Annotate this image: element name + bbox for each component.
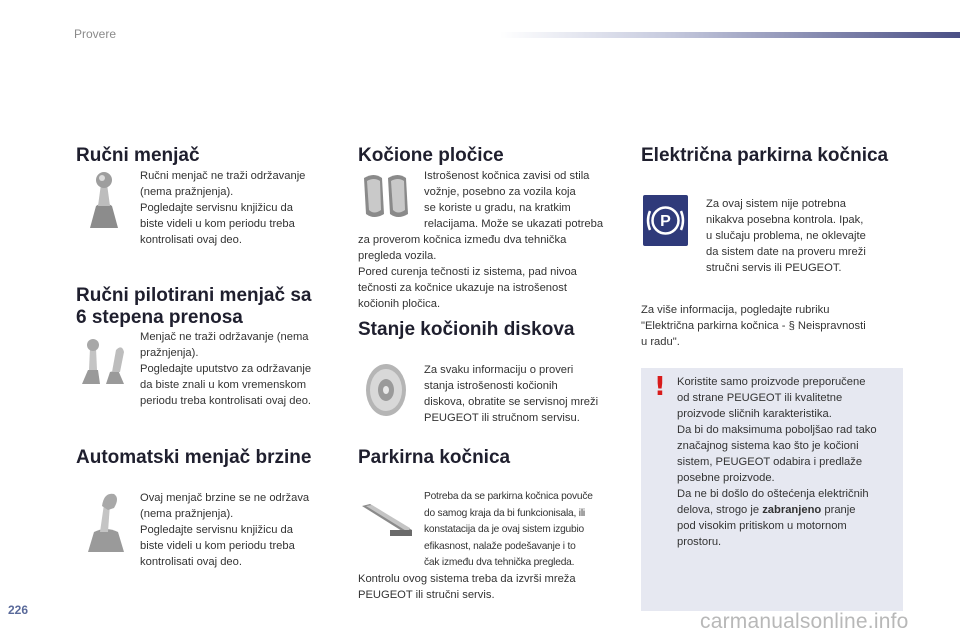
text-line: u slučaju problema, ne oklevajte [706, 230, 866, 242]
text-line: PEUGEOT ili stručni servis. [358, 589, 495, 601]
automatic-gearbox-title: Automatski menjač brzine [76, 447, 312, 468]
text-line: PEUGEOT ili stručnom servisu. [424, 412, 580, 424]
text-line: čak između dva tehnička pregleda. [424, 557, 575, 568]
parking-brake-title: Parkirna kočnica [358, 447, 511, 468]
text-line: Ručni menjač ne traži održavanje [140, 170, 306, 182]
text-line: pod visokim pritiskom u motornom [677, 520, 847, 532]
text-line: u radu". [641, 336, 680, 348]
text-line: Menjač ne traži održavanje (nema [140, 331, 309, 343]
watermark: carmanualsonline.info [700, 610, 909, 633]
text-line: Da ne bi došlo do oštećenja električnih [677, 488, 869, 500]
header-gradient-bar [500, 32, 960, 38]
text-line: konstatacija da je ovaj sistem izgubio [424, 524, 585, 535]
text-line: stanja istrošenosti kočionih [424, 380, 558, 392]
warning-text [677, 374, 877, 550]
text-line: Pogledajte servisnu knjižicu da [140, 524, 293, 536]
text-line: Kontrolu ovog sistema treba da izvrši mreža [358, 573, 576, 585]
piloted-gearbox-text [140, 329, 311, 409]
text-line: Za više informacija, pogledajte rubriku [641, 304, 830, 316]
section-label: Provere [74, 27, 117, 41]
text-line: diskova, obratite se servisnoj mreži [424, 396, 599, 408]
brake-pads-text-indented [424, 168, 603, 232]
text-line: relacijama. Može se ukazati potreba [424, 218, 604, 230]
gear-lever-icon [84, 170, 124, 230]
brake-pads-icon [360, 170, 412, 222]
manual-gearbox-text [140, 168, 305, 248]
text-line: nikakva posebna kontrola. Ipak, [706, 214, 864, 226]
text-line: Istrošenost kočnica zavisi od stila [424, 170, 590, 182]
text-line: pregleda vozila. [358, 250, 437, 262]
text-line: da sistem date na proveru mreži [706, 246, 866, 258]
text-line: (nema pražnjenja). [140, 186, 234, 198]
brake-disc-icon [362, 362, 410, 418]
piloted-gear-lever-icon [78, 336, 128, 386]
manual-gearbox-title: Ručni menjač [76, 145, 200, 166]
text-line: pražnjenja). [140, 347, 199, 359]
text-line: vožnje, posebno za vozila koja [424, 186, 576, 198]
text-line: da biste znali u kom vremenskom [140, 379, 307, 391]
text-fragment: pranje [821, 504, 856, 516]
text-line: biste videli u kom periodu treba [140, 540, 295, 552]
parking-brake-lever-icon [360, 500, 416, 540]
electric-parking-brake-more-info [641, 302, 866, 350]
text-line: značajnog sistema kao što je kočioni [677, 440, 859, 452]
svg-text:P: P [660, 213, 671, 230]
text-line: periodu treba kontrolisati ovaj deo. [140, 395, 312, 407]
brake-discs-title: Stanje kočionih diskova [358, 319, 575, 340]
electric-parking-brake-text [706, 196, 866, 276]
parking-brake-text [358, 571, 576, 603]
text-line: proizvode sličnih karakteristika. [677, 408, 832, 420]
text-line: kočionih pločica. [358, 298, 441, 310]
brake-discs-text [424, 362, 598, 426]
brake-pads-text [358, 232, 577, 312]
text-line: biste videli u kom periodu treba [140, 218, 295, 230]
text-fragment: delova, strogo je [677, 504, 763, 516]
piloted-title-line1: Ručni pilotirani menjač sa [76, 285, 312, 306]
text-line: Pogledajte servisnu knjižicu da [140, 202, 293, 214]
parking-brake-text-indented [424, 489, 593, 572]
text-line: Ovaj menjač brzine se ne održava [140, 492, 310, 504]
text-line: Za ovaj sistem nije potrebna [706, 198, 846, 210]
text-line: do samog kraja da bi funkcionisala, ili [424, 507, 585, 519]
automatic-gearbox-text [140, 490, 309, 570]
text-line: kontrolisati ovaj deo. [140, 556, 242, 568]
text-line: sistem, PEUGEOT odabira i predlaže [677, 456, 863, 468]
text-line: za proverom kočnica između dva tehnička [358, 234, 567, 246]
text-line: Da bi do maksimuma poboljšao rad tako [677, 424, 877, 436]
automatic-gear-lever-icon [84, 488, 128, 554]
page-number: 226 [8, 603, 29, 617]
text-line: od strane PEUGEOT ili kvalitetne [677, 392, 843, 404]
piloted-gearbox-title [76, 285, 311, 329]
electric-parking-brake-title: Električna parkirna kočnica [641, 145, 889, 166]
text-line: stručni servis ili PEUGEOT. [706, 262, 842, 274]
text-line: se koriste u gradu, na kratkim [424, 202, 571, 214]
brake-pads-title: Kočione pločice [358, 145, 504, 166]
text-line: Pored curenja tečnosti iz sistema, pad nivoa [358, 266, 577, 278]
text-line: efikasnost, nalaže podešavanje i to [424, 540, 576, 552]
text-line: Potreba da se parkirna kočnica povuče [424, 491, 593, 502]
text-line: Koristite samo proizvode preporučene [677, 376, 866, 388]
text-line: "Električna parkirna kočnica - § Neispravnosti [641, 320, 866, 332]
text-line: kontrolisati ovaj deo. [140, 234, 242, 246]
piloted-title-line2: 6 stepena prenosa [76, 307, 243, 328]
text-line: prostoru. [677, 536, 722, 548]
warning-exclamation-icon: ! [654, 372, 666, 402]
text-line [677, 502, 877, 518]
text-line: Za svaku informaciju o proveri [424, 364, 574, 376]
text-line: tečnosti za kočnice ukazuje na istrošenost [358, 282, 567, 294]
bold-word: zabranjeno [762, 504, 822, 516]
text-line: Pogledajte uputstvo za održavanje [140, 363, 312, 375]
text-line: (nema pražnjenja). [140, 508, 234, 520]
electric-parking-brake-icon [643, 195, 688, 246]
text-line: posebne proizvode. [677, 472, 775, 484]
